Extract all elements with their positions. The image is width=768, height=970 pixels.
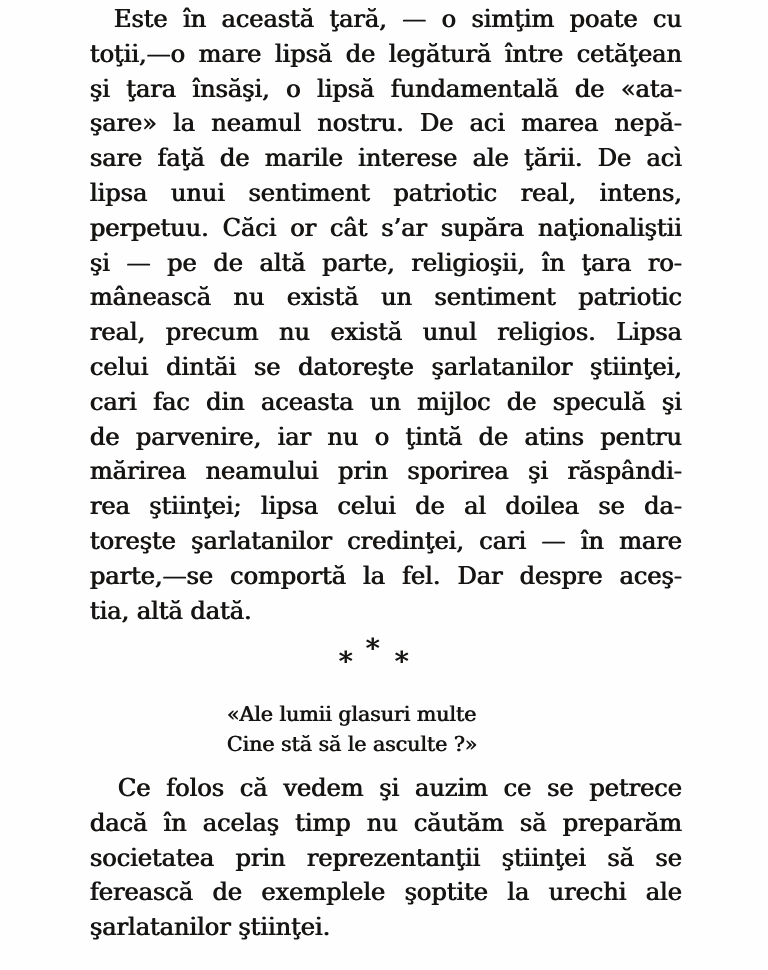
paragraph-2-line: societatea prin reprezentanţii ştiinţei să se <box>90 843 682 872</box>
paragraph-1-line: real, precum nu există unul religios. Lipsa <box>90 318 682 347</box>
paragraph-2-line: ferească de exemplele şoptite la urechi ale <box>90 878 682 907</box>
paragraph-1-line: mânească nu există un sentiment patriotic <box>90 283 682 312</box>
paragraph-1-line: toţii,—o mare lipsă de legătură între cetăţean <box>90 39 682 68</box>
paragraph-1-line: rea ştiinţei; lipsa celui de al doilea se da- <box>90 492 682 521</box>
paragraph-1-line: celui dintăi se datoreşte şarlatanilor ştiinţei, <box>90 352 682 381</box>
paragraph-1-line: mărirea neamului prin sporirea şi răspândi- <box>90 457 682 486</box>
paragraph-1-line: lipsa unui sentiment patriotic real, intens, <box>90 178 682 207</box>
paragraph-1-line: perpetuu. Căci or cât s’ar supăra naţionaliştii <box>90 213 682 242</box>
paragraph-1-line: şi — pe de altă parte, religioşii, în ţara ro- <box>90 248 682 277</box>
paragraph-1-line: sare faţă de marile interese ale ţării. De acì <box>90 144 682 173</box>
verse-quote-line: «Ale lumii glasuri multe <box>227 702 477 726</box>
paragraph-2-line: şarlatanilor ştiinţei. <box>90 913 331 942</box>
paragraph-1-line: tia, altă dată. <box>90 596 252 625</box>
verse-quote-line: Cine stă să le asculte ?» <box>227 732 478 756</box>
paragraph-2-line: dacă în acelaş timp nu căutăm să preparăm <box>90 808 682 837</box>
paragraph-1-line: Este în această ţară, — o simţim poate cu <box>114 5 682 33</box>
paragraph-2 <box>90 771 682 945</box>
paragraph-1-line: şi ţara însăşi, o lipsă fundamentală de «ata- <box>90 74 682 103</box>
paragraph-1-line: parte,—se comportă la fel. Dar despre aceş- <box>90 561 682 590</box>
asterism-top-asterisk: * <box>366 634 380 665</box>
paragraph-2-line: Ce folos că vedem şi auzim ce se petrece <box>118 774 682 802</box>
paragraph-1-line: şare» la neamul nostru. De aci marea nepă- <box>90 109 682 138</box>
paragraph-1 <box>90 2 682 628</box>
paragraph-1-line: cari fac din aceasta un mijloc de speculă şi <box>90 387 682 416</box>
paragraph-1-line: de parvenire, iar nu o ţintă de atins pentru <box>90 422 682 451</box>
asterism-bottom-left-asterisk: * <box>339 647 353 678</box>
asterism-bottom-right-asterisk: * <box>395 647 409 678</box>
paragraph-1-line: toreşte şarlatanilor credinţei, cari — în mare <box>90 526 682 555</box>
verse-quote <box>227 699 477 759</box>
